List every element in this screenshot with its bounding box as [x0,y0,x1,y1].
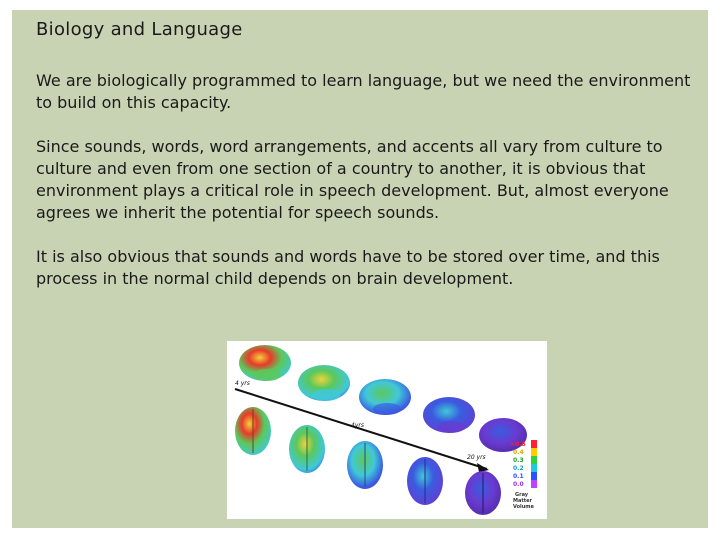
brain-development-svg [227,341,547,519]
paragraph-1: We are biologically programmed to learn language, but we need the environment to build on this capacity. [36,71,691,112]
slide-body [36,70,706,312]
legend-value-2: 0.4 [513,449,524,456]
paragraph-2: Since sounds, words, word arrangements, and accents all vary from culture to culture and even from one section of a country to another, it is obvious that environment plays a critical role in speech development. But, almost everyone agrees we inherit the potential for speech sounds. [36,137,669,222]
brain-top-view-4 [407,457,443,505]
brain-development-figure [227,341,547,519]
age-label-mid: 4yrs [351,422,364,429]
brain-top-view-5 [465,471,501,515]
brain-top-view-3 [347,441,383,489]
legend-caption-2: Matter [513,498,532,504]
brain-side-view-2 [298,365,350,401]
age-label-start: 4 yrs [235,380,250,387]
age-label-end: 20 yrs [467,454,486,461]
paragraph-3: It is also obvious that sounds and words have to be stored over time, and this process in the normal child depends on brain development. [36,247,660,288]
legend-swatch-3 [531,456,537,464]
brain-side-view-4 [423,397,475,433]
legend-value-6: 0.0 [513,481,524,488]
legend-swatch-2 [531,448,537,456]
legend-value-1: >0.5 [510,441,526,448]
brain-top-view-2 [289,425,325,473]
legend-swatch-5 [531,472,537,480]
slide [12,10,708,528]
legend-caption-3: Volume [513,504,534,510]
legend-swatch-1 [531,440,537,448]
legend-swatch-4 [531,464,537,472]
brain-side-view-1 [239,345,291,381]
legend-value-4: 0.2 [513,465,524,472]
brain-side-view-3 [359,379,411,415]
legend-value-5: 0.1 [513,473,524,480]
legend-caption-1: Gray [515,492,529,498]
legend-swatch-6 [531,480,537,488]
brain-top-view-1 [235,407,271,455]
legend-value-3: 0.3 [513,457,524,464]
color-legend [510,440,537,510]
slide-title: Biology and Language [36,19,243,40]
